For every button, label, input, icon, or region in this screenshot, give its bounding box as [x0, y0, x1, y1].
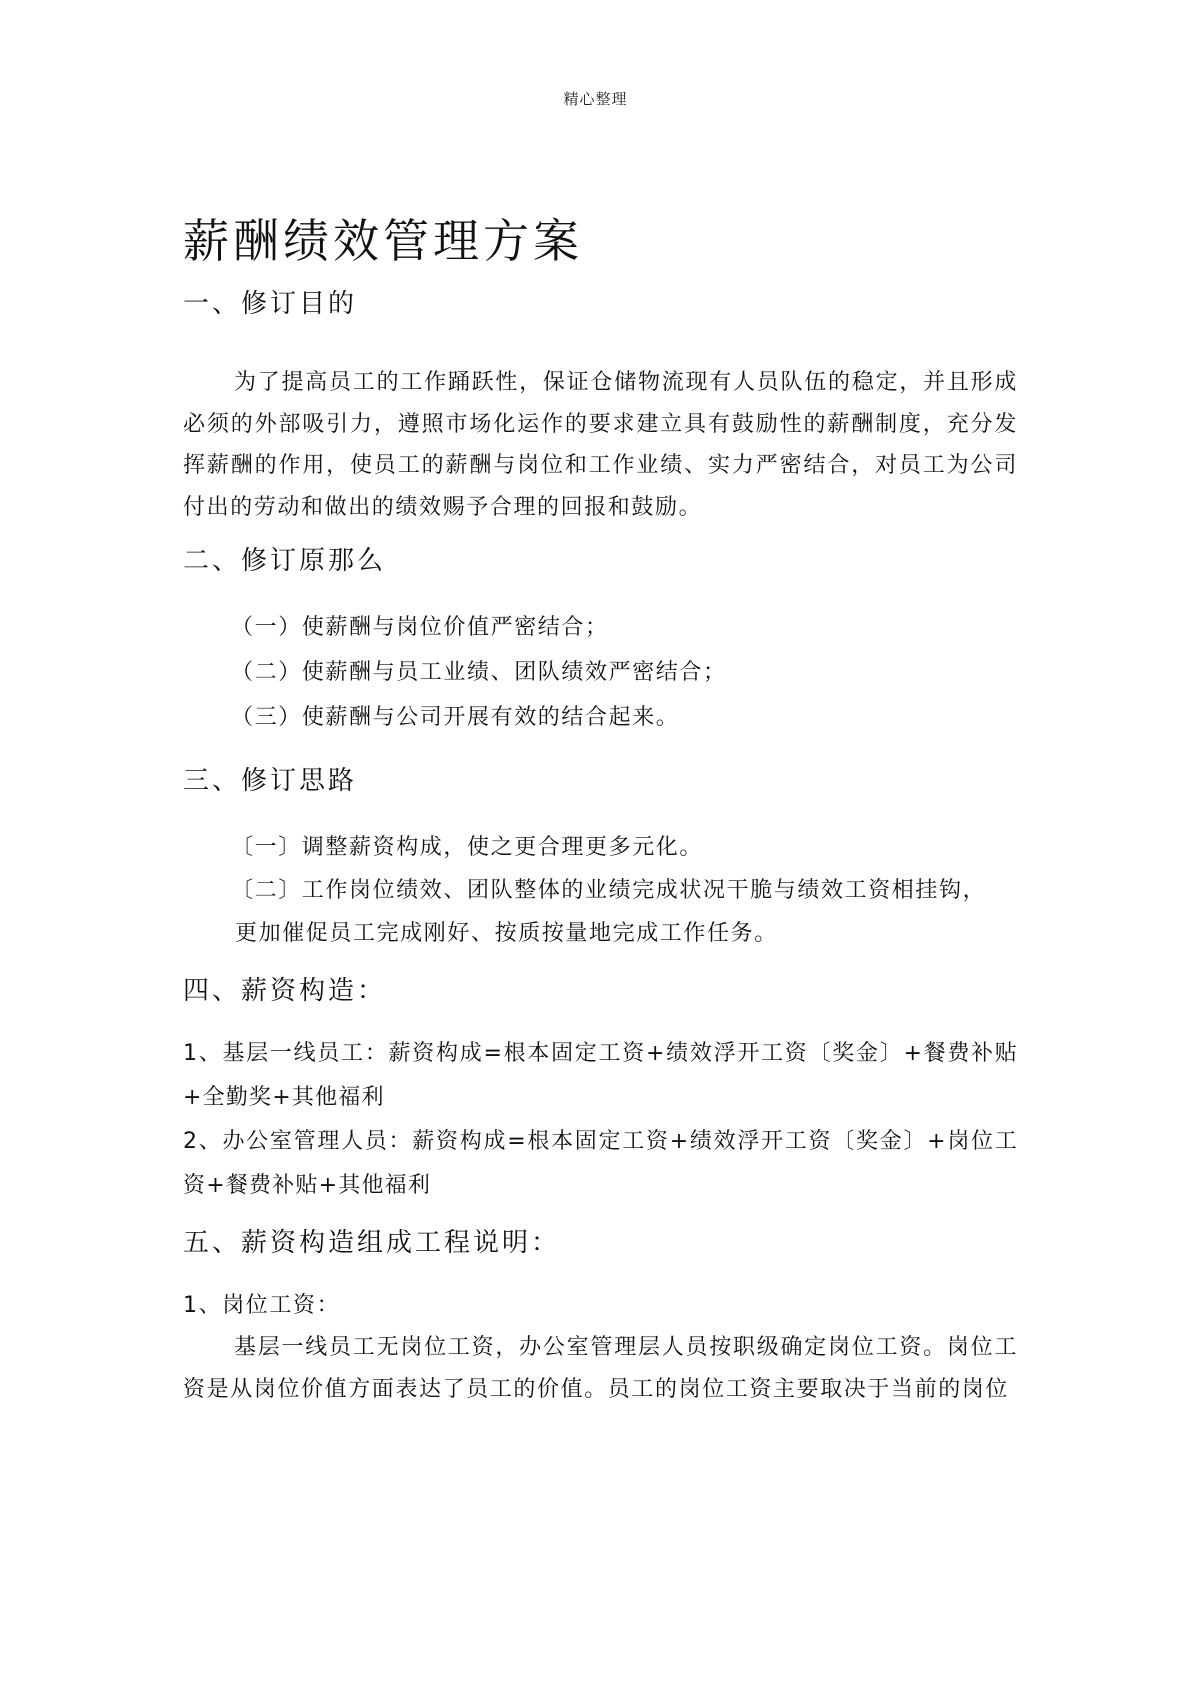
section-4-heading: 四、薪资构造：	[183, 976, 387, 1006]
section-2-item-3: （三）使薪酬与公司开展有效的结合起来。	[231, 705, 680, 730]
section-3-item-1: 〔一〕调整薪资构成，使之更合理更多元化。	[231, 835, 704, 860]
section-5-heading: 五、薪资构造组成工程说明：	[183, 1228, 561, 1258]
section-3-heading: 三、修订思路	[183, 766, 358, 796]
section-4-item-1: 1、基层一线员工：薪资构成=根本固定工资+绩效浮开工资〔奖金〕+餐费补贴+全勤奖+其他福利	[183, 1041, 1018, 1110]
section-3-item-3: 更加催促员工完成刚好、按质按量地完成工作任务。	[235, 921, 778, 946]
page-header: 精心整理	[563, 90, 628, 108]
section-1-paragraph: 为了提高员工的工作踊跃性，保证仓储物流现有人员队伍的稳定，并且形成必须的外部吸引力，遵照市场化运作的要求建立具有鼓励性的薪酬制度，充分发挥薪酬的作用，使员工的薪酬与岗位和工作业绩、实力严密结合，对员工为公司付出的劳动和做出的绩效赐予合理的回报和鼓励。	[183, 370, 1018, 521]
section-4-item-2: 2、办公室管理人员：薪资构成=根本固定工资+绩效浮开工资〔奖金〕+岗位工资+餐费补贴+其他福利	[183, 1129, 1018, 1198]
section-1-heading: 一、修订目的	[183, 289, 358, 319]
section-5-subheading: 1、岗位工资：	[183, 1293, 341, 1318]
section-3-item-2: 〔二〕工作岗位绩效、团队整体的业绩完成状况干脆与绩效工资相挂钩，	[231, 878, 987, 903]
document-title: 薪酬绩效管理方案	[183, 214, 583, 268]
section-2-heading: 二、修订原那么	[183, 546, 387, 576]
section-5-paragraph: 基层一线员工无岗位工资，办公室管理层人员按职级确定岗位工资。岗位工资是从岗位价值方面表达了员工的价值。员工的岗位工资主要取决于当前的岗位	[183, 1335, 1018, 1402]
section-2-item-1: （一）使薪酬与岗位价值严密结合；	[231, 615, 609, 640]
section-2-item-2: （二）使薪酬与员工业绩、团队绩效严密结合；	[231, 660, 727, 685]
